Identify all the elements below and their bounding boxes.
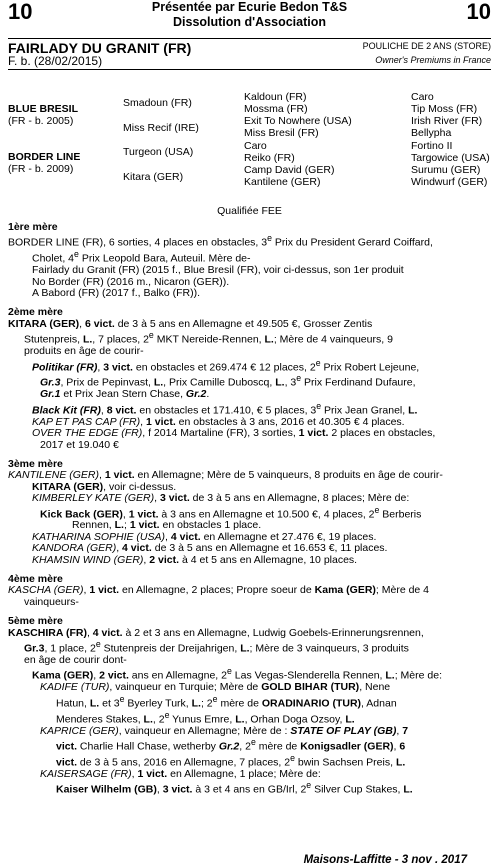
text-line: Kick Back (GER), 1 vict. à 3 ans en Allemagne et 10.500 €, 4 places, 2e Berberis <box>40 504 422 521</box>
pedigree-gen2: Smadoun (FR) <box>123 97 192 109</box>
pedigree-dam-info: (FR - b. 2009) <box>8 163 74 175</box>
text-line: Gr.1 et Prix Jean Stern Chase, Gr.2. <box>40 388 210 401</box>
pedigree-gen4: Bellypha <box>411 127 452 139</box>
text-line: KAPRICE (GER), vainqueur en Allemagne; Mère de : STATE OF PLAY (GB), 7 <box>40 724 409 737</box>
text-line: KASCHA (GER), 1 vict. en Allemagne, 2 places; Propre soeur de Kama (GER); Mère de 4 <box>8 584 430 597</box>
text-line: KATHARINA SOPHIE (USA), 4 vict. en Allemagne et 27.476 €, 19 places. <box>32 530 377 543</box>
text-line: OVER THE EDGE (FR), f 2014 Martaline (FR), 3 sorties, 1 vict. 2 places en obstacles, <box>32 427 436 440</box>
section-title-1: 1ère mère <box>8 221 58 233</box>
text-line: KHAMSIN WIND (GER), 2 vict. à 4 et 5 ans en Allemagne, 10 places. <box>32 553 358 566</box>
text-line: KAISERSAGE (FR), 1 vict. en Allemagne, 1 place; Mère de: <box>40 767 321 780</box>
text-line: KITARA (GER), 6 vict. de 3 à 5 ans en Allemagne et 49.505 €, Grosser Zentis <box>8 317 373 330</box>
text-line: Cholet, 4e Prix Leopold Bara, Auteuil. Mère de- <box>32 249 251 265</box>
horse-desc: F. b. (28/02/2015) <box>8 54 103 68</box>
lot-number-right: 10 <box>466 0 491 24</box>
pedigree-sire: BLUE BRESIL <box>8 103 79 115</box>
text-line: KADIFE (TUR), vainqueur en Turquie; Mère de GOLD BIHAR (TUR), Nene <box>40 681 391 694</box>
text-line: KIMBERLEY KATE (GER), 3 vict. de 3 à 5 ans en Allemagne, 8 places; Mère de: <box>32 492 410 505</box>
pedigree-gen3: Mossma (FR) <box>244 103 308 115</box>
pedigree-gen3: Camp David (GER) <box>244 164 335 176</box>
text-line: KANDORA (GER), 4 vict. de 3 à 5 ans en Allemagne et 16.653 €, 11 places. <box>32 542 388 555</box>
header <box>0 0 499 38</box>
text-line: vainqueurs- <box>24 595 79 608</box>
pedigree-gen3: Exit To Nowhere (USA) <box>244 115 352 127</box>
text-line: Kaiser Wilhelm (GB), 3 vict. à 3 et 4 ans en GB/Irl, 2e Silver Cup Stakes, L. <box>56 780 413 796</box>
pedigree-gen2: Miss Recif (IRE) <box>123 122 199 134</box>
pedigree <box>8 90 491 190</box>
text-line: No Border (FR) (2016 m., Nicaron (GER)). <box>32 275 230 288</box>
text-line: Black Kit (FR), 8 vict. en obstacles et 171.410, € 5 places, 3e Prix Jean Granel, L. <box>32 400 418 417</box>
text-line: Politikar (FR), 3 vict. en obstacles et 269.474 € 12 places, 2e Prix Robert Lejeune, <box>32 357 420 374</box>
text-line: Gr.3, 1 place, 2e Stutenpreis der Dreijahrigen, L.; Mère de 3 vainqueurs, 3 produits <box>24 639 409 655</box>
text-line: Menderes Stakes, L., 2e Yunus Emre, L., Orhan Doga Ozsoy, L. <box>56 709 355 726</box>
text-line: Gr.3, Prix de Pepinvast, L., Prix Camille Duboscq, L., 3e Prix Ferdinand Dufaure, <box>40 373 416 389</box>
text-line: BORDER LINE (FR), 6 sorties, 4 places en obstacles, 3e Prix du President Gerard Coiffard, <box>8 233 433 249</box>
text-line: Stutenpreis, L., 7 places, 2e MKT Nereide-Rennen, L.; Mère de 4 vainqueurs, 9 <box>24 330 393 346</box>
section-title-2: 2ème mère <box>8 306 63 319</box>
text-line: Kama (GER), 2 vict. ans en Allemagne, 2e Las Vegas-Slenderella Rennen, L.; Mère de: <box>32 666 442 682</box>
text-line: 2017 et 19.040 € <box>40 438 119 451</box>
pedigree-gen2: Kitara (GER) <box>123 171 184 183</box>
text-line: Rennen, L.; 1 vict. en obstacles 1 place. <box>72 519 262 532</box>
horse-name: FAIRLADY DU GRANIT (FR) <box>8 40 192 56</box>
pedigree-gen4: Windwurf (GER) <box>411 176 488 188</box>
section-title-5: 5ème mère <box>8 615 63 628</box>
pedigree-gen4: Caro <box>411 91 434 103</box>
text-line: A Babord (FR) (2017 f., Balko (FR)). <box>32 287 201 300</box>
horse-premium: Owner's Premiums in France <box>375 55 491 65</box>
qualified-note: Qualifiée FEE <box>217 205 282 217</box>
text-line: vict. de 3 à 5 ans, 2016 en Allemagne, 7 places, 2e bwin Sachsen Preis, L. <box>56 752 406 769</box>
pedigree-gen3: Miss Bresil (FR) <box>244 127 319 139</box>
pedigree-gen4: Targowice (USA) <box>411 152 490 164</box>
pedigree-gen2: Turgeon (USA) <box>123 146 194 158</box>
presenter-line2: Dissolution d'Association <box>173 15 326 29</box>
text-line: Fairlady du Granit (FR) (2015 f., Blue Bresil (FR), voir ci-dessus, son 1er produit <box>32 264 404 277</box>
text-line: en âge de courir dont- <box>24 654 127 666</box>
text-line: Hatun, L. et 3e Byerley Turk, L.; 2e mère de ORADINARIO (TUR), Adnan <box>56 693 397 710</box>
pedigree-gen4: Irish River (FR) <box>411 115 483 127</box>
pedigree-gen3: Kantilene (GER) <box>244 176 321 188</box>
pedigree-gen4: Surumu (GER) <box>411 164 481 176</box>
presenter-line1: Présentée par Ecurie Bedon T&S <box>151 0 348 14</box>
text-line: produits en âge de courir- <box>24 345 144 358</box>
pedigree-gen4: Tip Moss (FR) <box>411 103 478 115</box>
pedigree-dam: BORDER LINE <box>8 151 81 163</box>
pedigree-gen3: Kaldoun (FR) <box>244 91 307 103</box>
catalogue-body <box>8 222 491 796</box>
text-line: KANTILENE (GER), 1 vict. en Allemagne; Mère de 5 vainqueurs, 8 produits en âge de courir- <box>8 469 443 482</box>
pedigree-gen3: Caro <box>244 140 267 152</box>
text-line: KITARA (GER), voir ci-dessus. <box>32 480 177 493</box>
section-title-3: 3ème mère <box>8 457 63 470</box>
pedigree-gen4: Fortino II <box>411 140 453 152</box>
text-line: KAP ET PAS CAP (FR), 1 vict. en obstacles à 3 ans, 2016 et 40.305 € 4 places. <box>32 415 405 428</box>
pedigree-sire-info: (FR - b. 2005) <box>8 115 74 127</box>
text-line: vict. Charlie Hall Chase, wetherby Gr.2, 2e mère de Konigsadler (GER), 6 <box>56 736 406 753</box>
section-title-4: 4ème mère <box>8 573 63 586</box>
text-line: KASCHIRA (FR), 4 vict. à 2 et 3 ans en Allemagne, Ludwig Goebels-Erinnerungsrennen, <box>8 626 424 639</box>
lot-number-left: 10 <box>8 0 33 24</box>
horse-bar <box>8 38 491 70</box>
footer-sale-info: Maisons-Laffitte - 3 nov . 2017 <box>303 854 467 866</box>
presenter <box>100 0 399 30</box>
horse-sex-age: POULICHE DE 2 ANS (STORE) <box>362 41 491 51</box>
pedigree-gen3: Reiko (FR) <box>244 152 295 164</box>
